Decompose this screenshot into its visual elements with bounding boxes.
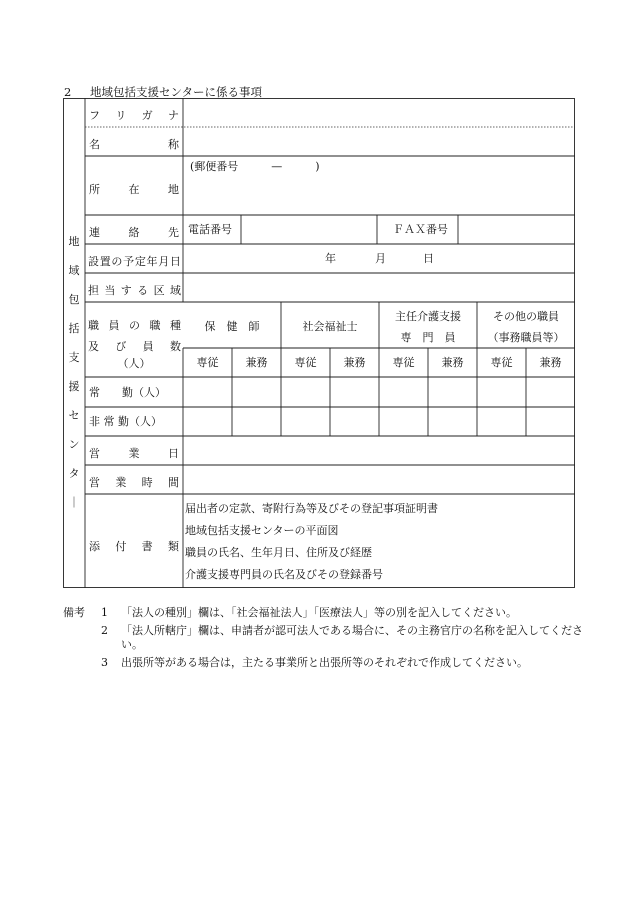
sub-dedicated-1: 専従 xyxy=(196,356,219,369)
sub-dedicated-2: 専従 xyxy=(294,356,317,369)
side-label-char: ｜ xyxy=(68,496,80,509)
label-char: 付 xyxy=(115,540,127,553)
side-label-vertical xyxy=(63,98,85,588)
side-label-char: 括 xyxy=(68,322,80,335)
notes-section xyxy=(63,606,583,674)
label-char: 置 xyxy=(99,255,111,268)
label-char: 員 xyxy=(108,319,120,332)
sub-concurrent-3: 兼務 xyxy=(441,356,464,369)
staff-label-line1 xyxy=(88,317,181,333)
label-char: リ xyxy=(115,109,127,122)
planned-date-label xyxy=(88,253,181,269)
label-char: 日 xyxy=(168,447,179,460)
label-char: 時 xyxy=(141,476,153,489)
label-char: 年 xyxy=(146,255,158,268)
attachment-item: 介護支援専門員の氏名及びその登録番号 xyxy=(185,568,383,581)
side-label-char: 地 xyxy=(68,235,80,248)
notes-label: 備考 xyxy=(63,606,85,619)
sub-dedicated-4: 専従 xyxy=(490,356,513,369)
phone-field[interactable] xyxy=(243,216,375,243)
label-char: 月 xyxy=(158,255,170,268)
full-time-label: 常 勤（人） xyxy=(89,386,166,399)
staff-label-line2 xyxy=(88,338,181,354)
side-label-char: セ xyxy=(68,409,80,422)
note-item xyxy=(63,606,583,620)
label-char: す xyxy=(120,284,132,297)
label-char: 在 xyxy=(128,183,140,196)
business-hours-label xyxy=(89,474,179,490)
label-char: 域 xyxy=(169,284,181,297)
label-char: 業 xyxy=(115,476,127,489)
label-char: 当 xyxy=(104,284,116,297)
sub-concurrent-1: 兼務 xyxy=(245,356,268,369)
fax-label: ＦＡＸ番号 xyxy=(393,223,448,236)
part-time-label: 非 常 勤（人） xyxy=(89,415,162,428)
label-char: 設 xyxy=(88,255,99,268)
label-char: 営 xyxy=(89,447,100,460)
note-text: 出張所等がある場合は，主たる事業所と出張所等のそれぞれで作成してください。 xyxy=(121,656,528,669)
label-char: 営 xyxy=(89,476,100,489)
name-label xyxy=(89,136,179,152)
label-char: る xyxy=(137,284,149,297)
label-char: 及 xyxy=(88,340,99,353)
label-char: ナ xyxy=(167,109,179,122)
label-char: 称 xyxy=(168,138,179,151)
label-char: 絡 xyxy=(128,226,140,239)
label-char: 添 xyxy=(89,540,100,553)
fax-field[interactable] xyxy=(460,216,572,243)
side-label-char: タ xyxy=(68,467,80,480)
label-char: 種 xyxy=(170,319,181,332)
note-number: 1 xyxy=(101,606,108,619)
staff-col-other-line2: （事務職員等） xyxy=(487,331,565,344)
side-label-char: 包 xyxy=(68,293,80,306)
label-char: の xyxy=(111,255,123,268)
furigana-label xyxy=(89,107,179,123)
staff-col-social-worker: 社会福祉士 xyxy=(302,320,358,333)
label-char: の xyxy=(129,319,140,332)
label-char: フ xyxy=(89,109,100,122)
business-days-label xyxy=(89,445,179,461)
address-label xyxy=(89,181,179,197)
label-char: 書 xyxy=(141,540,153,553)
staff-label-line3: （人） xyxy=(117,357,151,370)
side-label-char: 支 xyxy=(68,351,80,364)
sub-concurrent-2: 兼務 xyxy=(343,356,366,369)
date-month: 月 xyxy=(375,252,386,265)
date-year: 年 xyxy=(325,252,336,265)
label-char: 予 xyxy=(123,255,135,268)
registration-form-table xyxy=(63,98,575,588)
attachment-item: 職員の氏名、生年月日、住所及び経歴 xyxy=(185,546,372,559)
area-label xyxy=(88,282,181,298)
contact-label xyxy=(89,224,179,240)
label-char: 日 xyxy=(169,255,181,268)
section-number: 2 xyxy=(64,85,72,99)
label-char: 職 xyxy=(149,319,161,332)
label-char: 職 xyxy=(88,319,99,332)
side-label-char: ン xyxy=(68,438,80,451)
label-char: 数 xyxy=(169,340,181,353)
label-char: 担 xyxy=(88,284,99,297)
staff-col-other-line1: その他の職員 xyxy=(493,310,559,323)
postal-code-field[interactable]: (郵便番号 — ) xyxy=(190,160,320,173)
attachments-label xyxy=(89,538,179,554)
date-day: 日 xyxy=(423,252,434,265)
note-text: 「法人所轄庁」欄は、申請者が認可法人である場合に、その主務官庁の名称を記入してください。 xyxy=(121,624,583,651)
label-char: ガ xyxy=(141,109,153,122)
phone-label: 電話番号 xyxy=(188,223,232,236)
label-char: 員 xyxy=(142,340,154,353)
side-label-char: 援 xyxy=(68,380,80,393)
staff-col-care-manager-line1: 主任介護支援 xyxy=(395,310,461,323)
label-char: 連 xyxy=(89,226,100,239)
label-char: 類 xyxy=(167,540,179,553)
note-text: 「法人の種別」欄は、「社会福祉法人」「医療法人」等の別を記入してください。 xyxy=(121,606,517,619)
label-char: 先 xyxy=(168,226,179,239)
label-char: 定 xyxy=(134,255,146,268)
label-char: 名 xyxy=(89,138,100,151)
attachment-item: 届出者の定款、寄附行為等及びその登記事項証明書 xyxy=(185,502,438,515)
label-char: び xyxy=(115,340,127,353)
label-char: 業 xyxy=(128,447,140,460)
label-char: 所 xyxy=(89,183,100,196)
staff-col-nurse: 保 健 師 xyxy=(204,320,260,333)
note-item xyxy=(63,656,583,670)
label-char: 地 xyxy=(168,183,179,196)
label-char: 間 xyxy=(167,476,179,489)
staff-col-care-manager-line2: 専 門 員 xyxy=(400,331,456,344)
note-number: 2 xyxy=(101,624,108,637)
note-number: 3 xyxy=(101,656,108,669)
attachment-item: 地域包括支援センターの平面図 xyxy=(185,524,339,537)
label-char: 区 xyxy=(153,284,165,297)
sub-concurrent-4: 兼務 xyxy=(539,356,562,369)
sub-dedicated-3: 専従 xyxy=(392,356,415,369)
side-label-char: 域 xyxy=(68,264,80,277)
note-item xyxy=(63,624,583,652)
section-title-text: 地域包括支援センターに係る事項 xyxy=(90,85,263,99)
